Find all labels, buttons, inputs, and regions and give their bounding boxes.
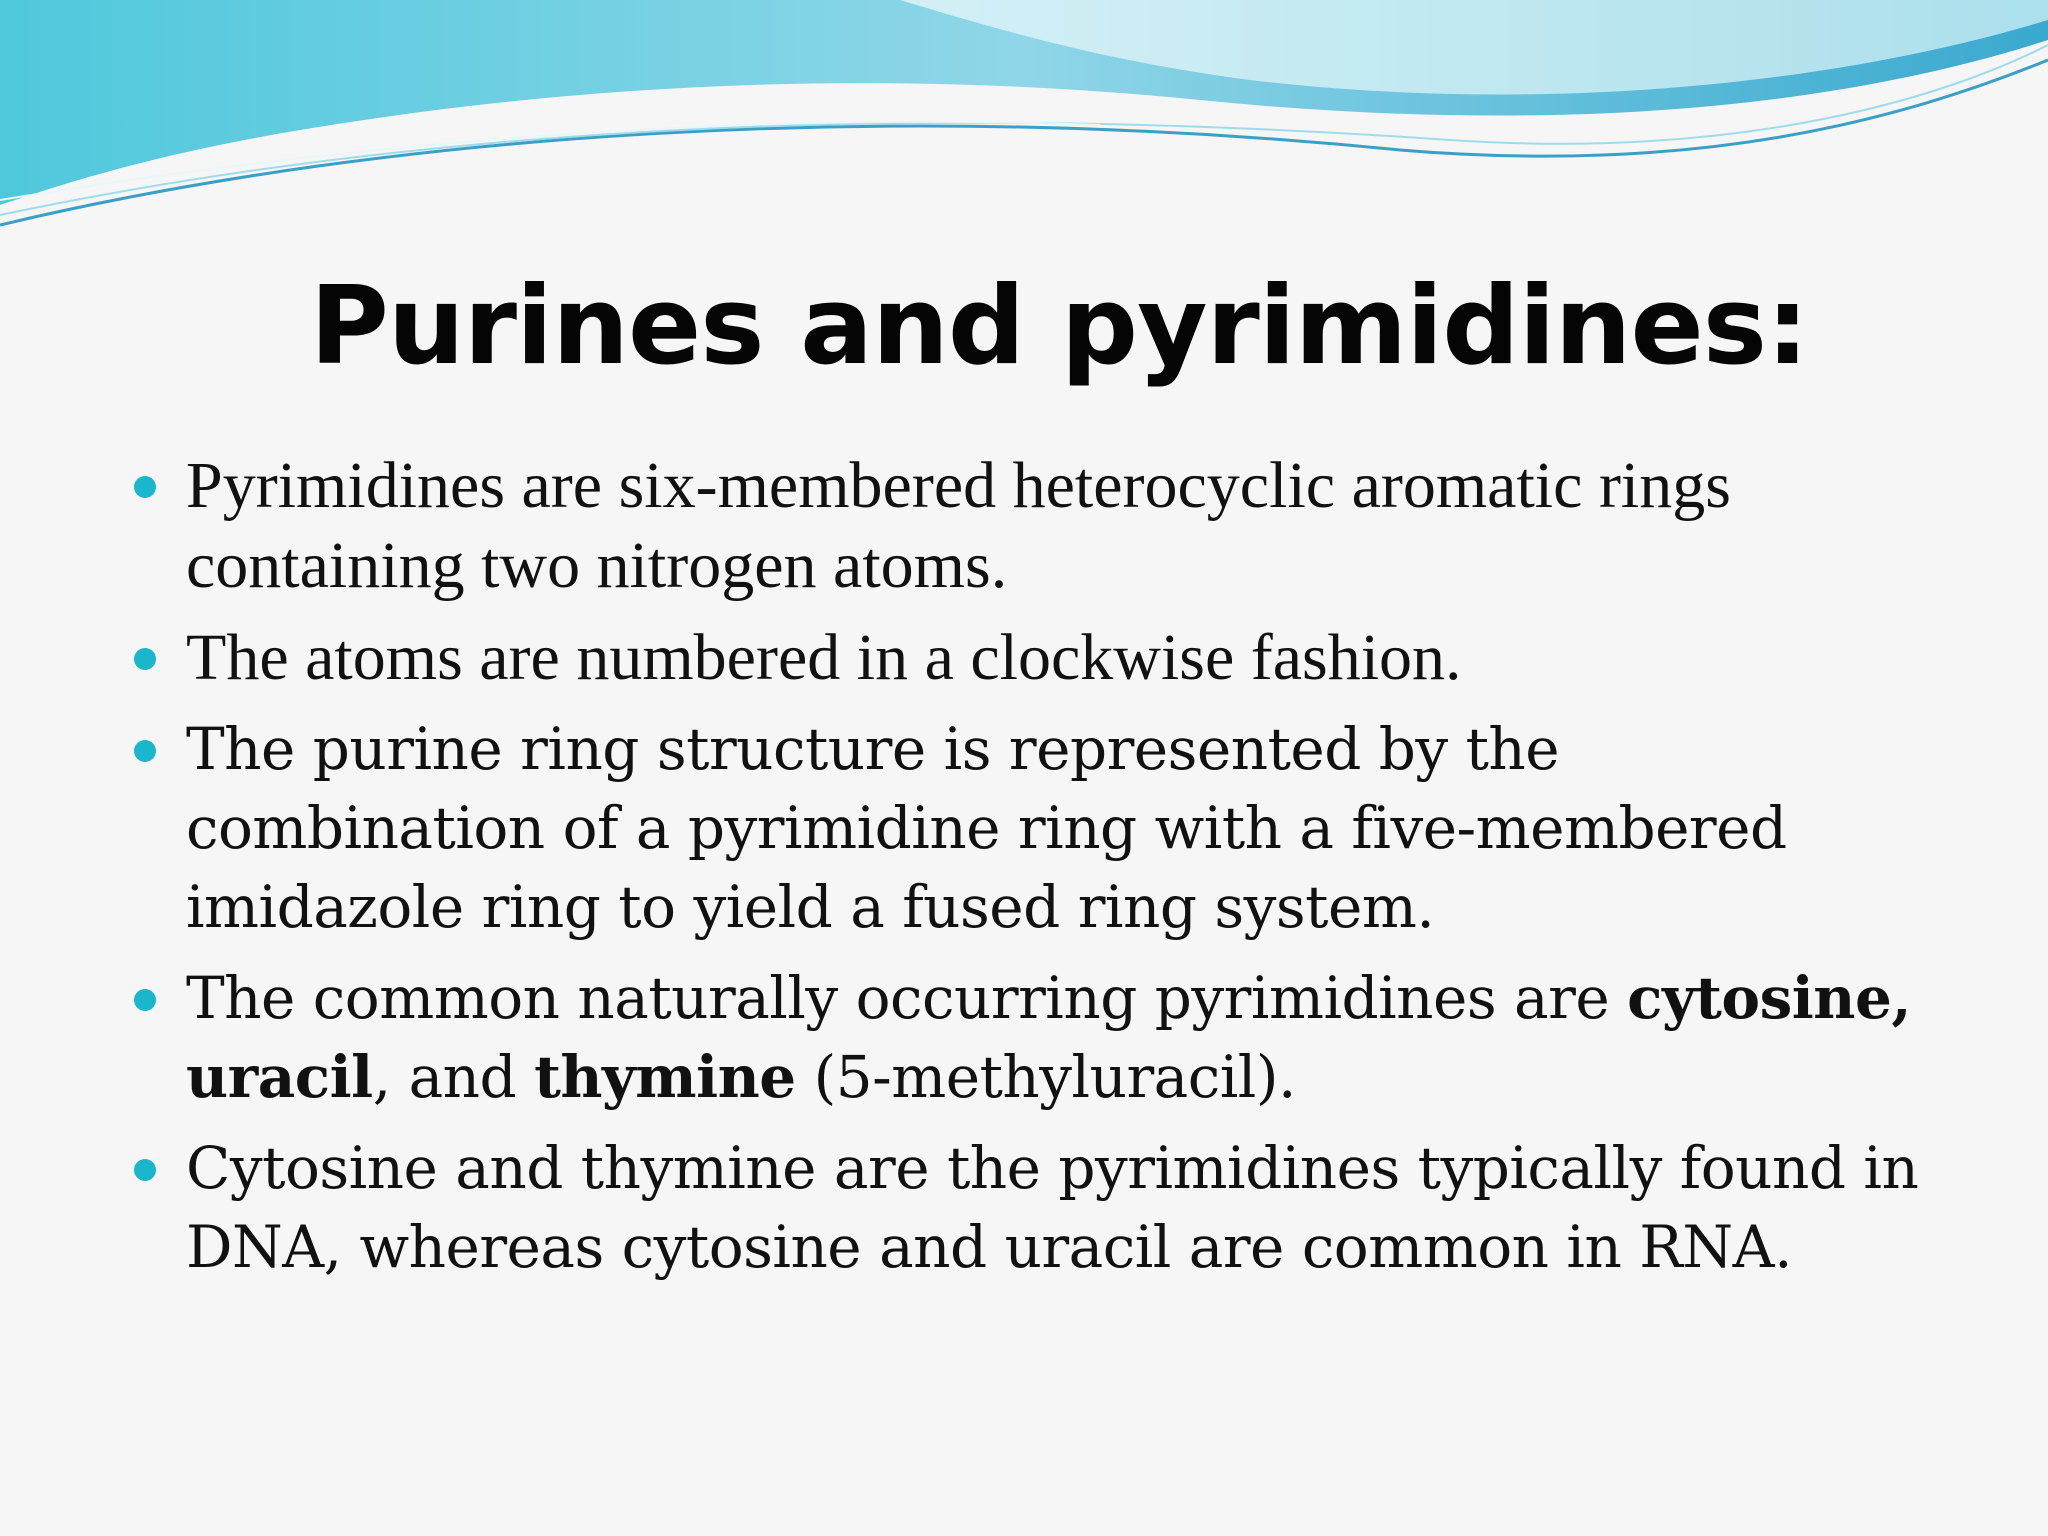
bullet-list: [130, 446, 1930, 1299]
bullet-text-intro: The common naturally occurring pyrimidines are: [186, 964, 1628, 1032]
bullet-icon: [134, 740, 156, 762]
bullet-item-purine-structure: [130, 710, 1930, 947]
bullet-icon: [134, 989, 156, 1011]
separator-and: , and: [372, 1043, 535, 1111]
bullet-text: Cytosine and thymine are the pyrimidines typically found in DNA, whereas cytosine and uracil are common in RNA.: [186, 1134, 1919, 1281]
bullet-icon: [134, 1159, 156, 1181]
bullet-text: The purine ring structure is represented by the combination of a pyrimidine ring with a five-membered imidazole ring to yield a fused ring system.: [186, 715, 1787, 941]
bullet-item-pyrimidine-definition: [130, 446, 1930, 606]
bullet-item-dna-rna: [130, 1129, 1930, 1287]
bullet-icon: [134, 648, 156, 670]
header-wave-decoration: [0, 0, 2048, 240]
bullet-item-numbering: [130, 618, 1930, 698]
term-thymine: thymine: [534, 1043, 796, 1111]
bullet-text: The atoms are numbered in a clockwise fashion.: [186, 621, 1462, 694]
term-cytosine: cytosine: [1627, 964, 1892, 1032]
separator-comma: ,: [1891, 964, 1912, 1032]
bullet-text: Pyrimidines are six-membered heterocyclic aromatic rings containing two nitrogen atoms.: [186, 449, 1731, 602]
bullet-icon: [134, 476, 156, 498]
bullet-item-common-pyrimidines: [130, 959, 1930, 1117]
slide-title: Purines and pyrimidines:: [309, 264, 1809, 389]
bullet-text-tail: (5-methyluracil).: [795, 1043, 1296, 1111]
term-uracil: uracil: [186, 1043, 373, 1111]
